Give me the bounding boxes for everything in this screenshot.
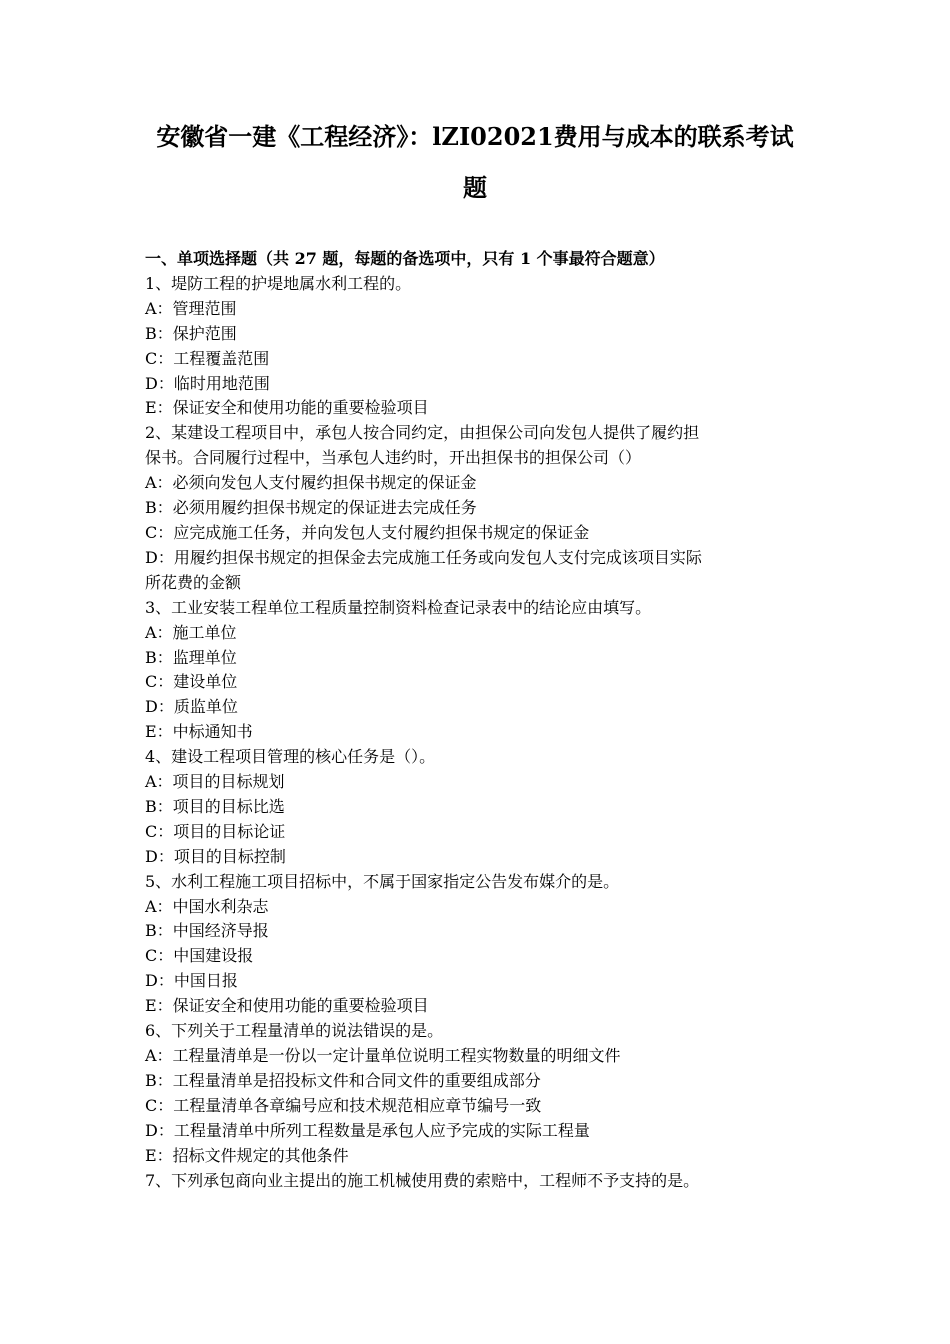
answer-option: B：必须用履约担保书规定的保证进去完成任务 <box>145 498 477 518</box>
document-title-line-1: 安徽省一建《工程经济》：lZI02021费用与成本的联系考试 <box>156 122 794 151</box>
answer-option: B：监理单位 <box>145 647 237 667</box>
question-stem: 2、某建设工程项目中，承包人按合同约定，由担保公司向发包人提供了履约担 <box>145 423 700 443</box>
answer-option: C：应完成施工任务，并向发包人支付履约担保书规定的保证金 <box>145 522 590 542</box>
answer-option: D：项目的目标控制 <box>145 846 286 866</box>
answer-option: B：中国经济导报 <box>145 921 269 941</box>
question-stem: 6、下列关于工程量清单的说法错误的是。 <box>145 1021 444 1041</box>
answer-option: A：工程量清单是一份以一定计量单位说明工程实物数量的明细文件 <box>145 1046 621 1065</box>
question-list <box>145 272 825 1194</box>
answer-option: B：保护范围 <box>145 323 237 343</box>
section-heading: 一、单项选择题（共 27 题，每题的备选项中，只有 1 个事最符合题意） <box>145 249 665 268</box>
answer-option: A：中国水利杂志 <box>145 896 269 916</box>
answer-option: C：工程量清单各章编号应和技术规范相应章节编号一致 <box>145 1095 542 1115</box>
answer-option: A：必须向发包人支付履约担保书规定的保证金 <box>145 473 477 493</box>
answer-option: D：临时用地范围 <box>145 373 270 393</box>
answer-option: D：质监单位 <box>145 697 238 717</box>
answer-option: E：保证安全和使用功能的重要检验项目 <box>145 398 429 418</box>
answer-option: A：管理范围 <box>145 298 237 318</box>
answer-option: E：中标通知书 <box>145 722 253 742</box>
answer-option: B：工程量清单是招投标文件和合同文件的重要组成部分 <box>145 1070 541 1090</box>
answer-option: C：建设单位 <box>145 672 238 692</box>
answer-option: C：中国建设报 <box>145 946 254 966</box>
question-stem-continuation: 保书。合同履行过程中，当承包人违约时，开出担保书的担保公司（） <box>145 448 642 468</box>
document-body <box>145 247 825 1193</box>
document-title-line-2: 题 <box>463 173 487 202</box>
question-stem: 5、水利工程施工项目招标中，不属于国家指定公告发布媒介的是。 <box>145 871 620 891</box>
question-stem: 7、下列承包商向业主提出的施工机械使用费的索赔中，工程师不予支持的是。 <box>145 1170 700 1190</box>
question-stem-continuation: 所花费的金额 <box>145 572 242 592</box>
answer-option: E：保证安全和使用功能的重要检验项目 <box>145 996 429 1016</box>
answer-option: D：工程量清单中所列工程数量是承包人应予完成的实际工程量 <box>145 1120 590 1140</box>
answer-option: E：招标文件规定的其他条件 <box>145 1145 349 1165</box>
answer-option: D：中国日报 <box>145 971 238 991</box>
question-stem: 4、建设工程项目管理的核心任务是（）。 <box>145 747 436 767</box>
answer-option: D：用履约担保书规定的担保金去完成施工任务或向发包人支付完成该项目实际 <box>145 547 702 567</box>
answer-option: A：项目的目标规划 <box>145 772 285 792</box>
question-stem: 3、工业安装工程单位工程质量控制资料检查记录表中的结论应由填写。 <box>145 597 652 617</box>
answer-option: C：项目的目标论证 <box>145 821 286 841</box>
answer-option: C：工程覆盖范围 <box>145 348 270 368</box>
question-stem: 1、堤防工程的护堤地属水利工程的。 <box>145 273 412 293</box>
answer-option: A：施工单位 <box>145 622 237 642</box>
answer-option: B：项目的目标比选 <box>145 796 285 816</box>
